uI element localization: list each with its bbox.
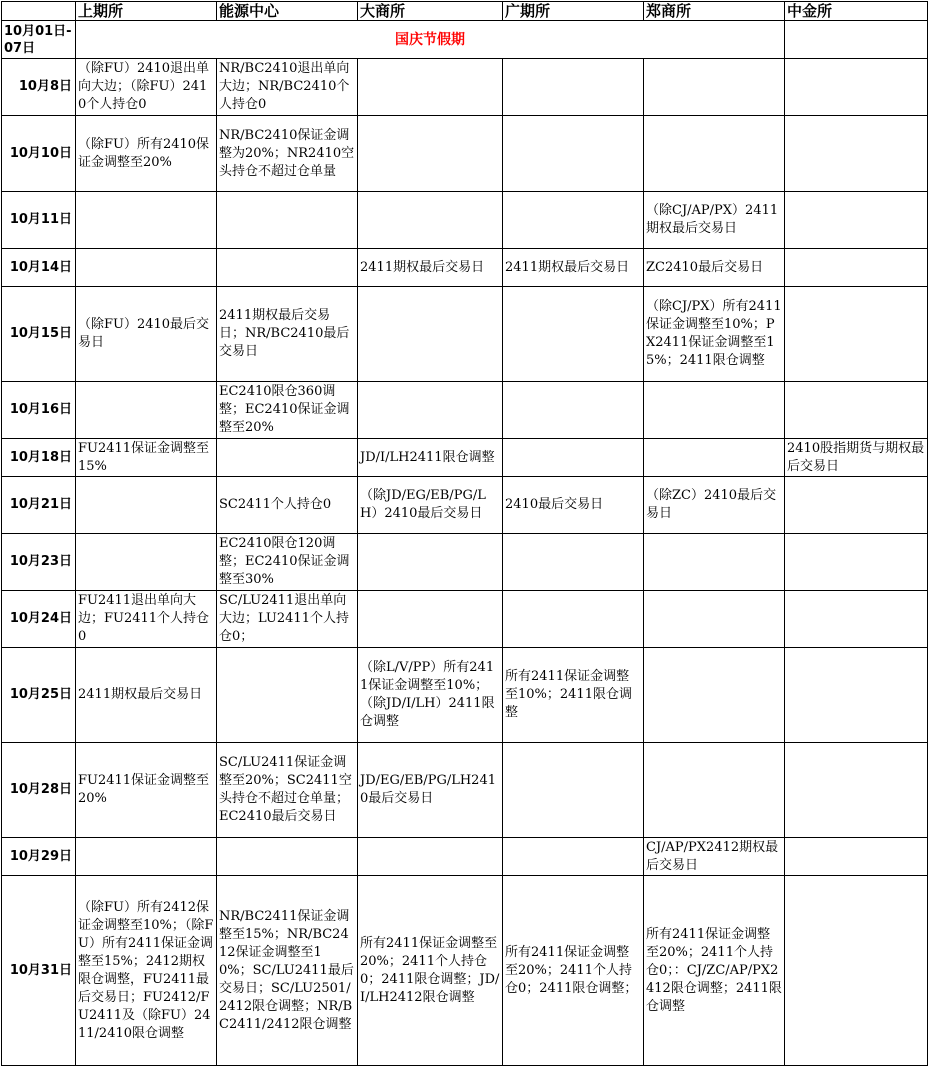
cell-ine: NR/BC2410保证金调整为20%；NR2410空头持仓不超过仓单量 <box>217 116 358 192</box>
cell-ine <box>217 249 358 287</box>
cell-shfe <box>76 838 217 876</box>
row-date: 10月28日 <box>2 743 76 838</box>
cell-gfex: 2411期权最后交易日 <box>503 249 644 287</box>
cell-dce: JD/EG/EB/PG/LH2410最后交易日 <box>358 743 503 838</box>
cell-ine: NR/BC2411保证金调整至15%；NR/BC2412保证金调整至10%；SC/LU2411最后交易日；SC/LU2501/2412限仓调整；NR/BC2411/2412限仓调整 <box>217 876 358 1066</box>
cell-gfex <box>503 534 644 591</box>
cell-gfex <box>503 59 644 116</box>
row-date: 10月21日 <box>2 477 76 534</box>
cell-cffex <box>785 534 928 591</box>
cell-cffex <box>785 192 928 249</box>
cell-dce <box>358 591 503 648</box>
cell-shfe: FU2411保证金调整至20% <box>76 743 217 838</box>
cell-ine <box>217 838 358 876</box>
cell-gfex <box>503 382 644 439</box>
row-date: 10月10日 <box>2 116 76 192</box>
table-row <box>2 743 928 838</box>
cell-dce <box>358 192 503 249</box>
row-date: 10月25日 <box>2 648 76 743</box>
cell-cffex <box>785 59 928 116</box>
row-date: 10月24日 <box>2 591 76 648</box>
cell-shfe: （除FU）2410退出单向大边；（除FU）2410个人持仓0 <box>76 59 217 116</box>
table-row <box>2 249 928 287</box>
cell-cffex <box>785 249 928 287</box>
cell-cffex <box>785 116 928 192</box>
cell-cffex <box>785 876 928 1066</box>
cell-ine: 2411期权最后交易日；NR/BC2410最后交易日 <box>217 287 358 382</box>
cell-cffex <box>785 648 928 743</box>
cell-czce <box>644 116 785 192</box>
cell-dce: （除JD/EG/EB/PG/LH）2410最后交易日 <box>358 477 503 534</box>
row-date: 10月31日 <box>2 876 76 1066</box>
cell-ine: EC2410限仓360调整；EC2410保证金调整至20% <box>217 382 358 439</box>
row-date: 10月16日 <box>2 382 76 439</box>
table-row <box>2 477 928 534</box>
cell-czce <box>644 534 785 591</box>
cell-czce <box>644 439 785 477</box>
header-shfe: 上期所 <box>76 2 217 21</box>
exchange-calendar-table <box>1 1 928 1066</box>
holiday-label: 国庆节假期 <box>76 21 785 59</box>
cell-shfe: FU2411退出单向大边；FU2411个人持仓0 <box>76 591 217 648</box>
cell-dce <box>358 382 503 439</box>
holiday-date: 10月01日-07日 <box>2 21 76 59</box>
cell-gfex: 2410最后交易日 <box>503 477 644 534</box>
cell-shfe <box>76 382 217 439</box>
row-date: 10月11日 <box>2 192 76 249</box>
cell-czce: （除CJ/AP/PX）2411期权最后交易日 <box>644 192 785 249</box>
table-row <box>2 382 928 439</box>
table-row <box>2 534 928 591</box>
header-date <box>2 2 76 21</box>
cell-gfex <box>503 439 644 477</box>
cell-dce: （除L/V/PP）所有2411保证金调整至10%；（除JD/I/LH）2411限仓调整 <box>358 648 503 743</box>
cell-ine <box>217 648 358 743</box>
cell-czce <box>644 591 785 648</box>
cell-ine <box>217 439 358 477</box>
cell-czce: （除CJ/PX）所有2411保证金调整至10%；PX2411保证金调整至15%；2411限仓调整 <box>644 287 785 382</box>
header-dce: 大商所 <box>358 2 503 21</box>
table-row <box>2 59 928 116</box>
cell-czce: 所有2411保证金调整至20%；2411个人持仓0；：CJ/ZC/AP/PX2412限仓调整；2411限仓调整 <box>644 876 785 1066</box>
cell-gfex <box>503 591 644 648</box>
cell-gfex <box>503 192 644 249</box>
cell-cffex <box>785 743 928 838</box>
cell-ine: SC/LU2411保证金调整至20%；SC2411空头持仓不超过仓单量；EC2410最后交易日 <box>217 743 358 838</box>
cell-shfe: （除FU）所有2410保证金调整至20% <box>76 116 217 192</box>
table-row <box>2 287 928 382</box>
table-row <box>2 648 928 743</box>
cell-czce: CJ/AP/PX2412期权最后交易日 <box>644 838 785 876</box>
cell-gfex: 所有2411保证金调整至10%；2411限仓调整 <box>503 648 644 743</box>
header-cffex: 中金所 <box>785 2 928 21</box>
header-ine: 能源中心 <box>217 2 358 21</box>
cell-shfe: 2411期权最后交易日 <box>76 648 217 743</box>
cell-cffex <box>785 838 928 876</box>
table-row <box>2 192 928 249</box>
cell-dce <box>358 534 503 591</box>
cell-dce: 2411期权最后交易日 <box>358 249 503 287</box>
row-date: 10月29日 <box>2 838 76 876</box>
table-row <box>2 838 928 876</box>
cell-ine <box>217 192 358 249</box>
cell-shfe: FU2411保证金调整至15% <box>76 439 217 477</box>
cell-shfe <box>76 192 217 249</box>
cell-cffex <box>785 477 928 534</box>
cell-czce <box>644 648 785 743</box>
cell-dce <box>358 287 503 382</box>
row-date: 10月14日 <box>2 249 76 287</box>
row-date: 10月23日 <box>2 534 76 591</box>
row-date: 10月8日 <box>2 59 76 116</box>
cell-cffex <box>785 591 928 648</box>
cell-cffex: 2410股指期货与期权最后交易日 <box>785 439 928 477</box>
cell-cffex <box>785 382 928 439</box>
header-gfex: 广期所 <box>503 2 644 21</box>
cell-dce <box>358 838 503 876</box>
cell-ine: EC2410限仓120调整；EC2410保证金调整至30% <box>217 534 358 591</box>
cell-gfex: 所有2411保证金调整至20%；2411个人持仓0；2411限仓调整； <box>503 876 644 1066</box>
cell-cffex <box>785 287 928 382</box>
table-row <box>2 591 928 648</box>
cell-dce <box>358 59 503 116</box>
cell-dce: 所有2411保证金调整至20%；2411个人持仓0；2411限仓调整；JD/I/LH2412限仓调整 <box>358 876 503 1066</box>
cell-czce: ZC2410最后交易日 <box>644 249 785 287</box>
table-row <box>2 876 928 1066</box>
cell-ine: SC/LU2411退出单向大边；LU2411个人持仓0； <box>217 591 358 648</box>
row-date: 10月15日 <box>2 287 76 382</box>
row-date: 10月18日 <box>2 439 76 477</box>
cell-czce <box>644 59 785 116</box>
cell-shfe <box>76 534 217 591</box>
cell-dce <box>358 116 503 192</box>
cell-gfex <box>503 743 644 838</box>
header-czce: 郑商所 <box>644 2 785 21</box>
cell-shfe: （除FU）2410最后交易日 <box>76 287 217 382</box>
cell-gfex <box>503 116 644 192</box>
cell-shfe <box>76 249 217 287</box>
cell-czce: （除ZC）2410最后交易日 <box>644 477 785 534</box>
cell-gfex <box>503 287 644 382</box>
table-row <box>2 439 928 477</box>
cell-czce <box>644 382 785 439</box>
cell-czce <box>644 743 785 838</box>
cell-dce: JD/I/LH2411限仓调整 <box>358 439 503 477</box>
cell-ine: NR/BC2410退出单向大边；NR/BC2410个人持仓0 <box>217 59 358 116</box>
holiday-cffex-cell <box>785 21 928 59</box>
cell-shfe <box>76 477 217 534</box>
holiday-row <box>2 21 928 59</box>
table-row <box>2 116 928 192</box>
header-row <box>2 2 928 21</box>
cell-shfe: （除FU）所有2412保证金调整至10%；（除FU）所有2411保证金调整至15%；2412期权限仓调整，FU2411最后交易日；FU2412/FU2411及（除FU）2411/2410限仓调整 <box>76 876 217 1066</box>
cell-gfex <box>503 838 644 876</box>
cell-ine: SC2411个人持仓0 <box>217 477 358 534</box>
